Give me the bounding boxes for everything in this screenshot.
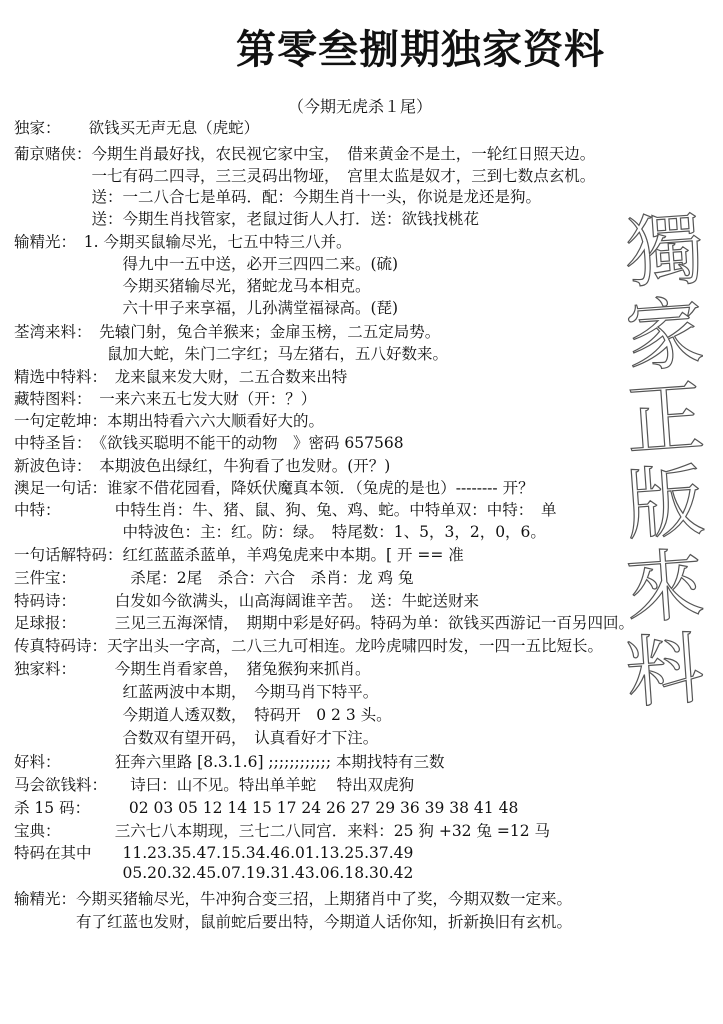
- text-line: 精选中特料： 龙来鼠来发大财，二五合数来出特: [14, 368, 348, 386]
- text-line: 红蓝两波中本期， 今期马肖下特平。: [14, 683, 379, 701]
- text-line: 中特： 中特生肖：牛、猪、鼠、狗、兔、鸡、蛇。中特单双：中特： 单: [14, 501, 557, 519]
- text-line: 送：今期生肖找管家，老鼠过街人人打．送：欲钱找桃花: [14, 210, 480, 228]
- text-line: 中特波色：主：红。防：绿。 特尾数：1、5，3，2，0，6。: [14, 523, 546, 541]
- watermark-char: 版: [622, 456, 708, 552]
- text-line: 得九中一五中送，必开三四四二来。(硫): [14, 255, 399, 273]
- page-subtitle: （今期无虎杀１尾）: [288, 97, 433, 116]
- text-line: 宝典： 三六七八本期现，三七二八同宫．来料：25 狗 +32 兔 =12 马: [14, 822, 551, 840]
- watermark-char: 料: [622, 624, 708, 720]
- watermark-char: 家: [622, 288, 708, 384]
- text-line: 传真特码诗：天字出头一字高，二八三九可相连。龙吟虎啸四时发，一四一五比短长。: [14, 637, 604, 655]
- text-line: 澳足一句话：谁家不借花园看，降妖伏魔真本领．（兔虎的是也）-------- 开？: [14, 479, 534, 497]
- text-line: 输精光：今期买猪输尽光，牛冲狗合变三招，上期猪肖中了奖，今期双数一定来。: [14, 890, 573, 908]
- text-line: 输精光： 1. 今期买鼠输尽光，七五中特三八并。: [14, 233, 352, 251]
- watermark: [615, 204, 715, 720]
- text-line: 特码诗： 白发如今欲满头，山高海阔谁辛苦。 送：牛蛇送财来: [14, 592, 480, 610]
- text-line: 今期道人透双数， 特码开 0 2 3 头。: [14, 706, 392, 724]
- text-line: 新波色诗： 本期波色出绿红，牛狗看了也发财。(开？): [14, 457, 391, 475]
- text-line: 一句话解特码：红红蓝蓝杀蓝单，羊鸡兔虎来中本期。[ 开 == 准: [14, 546, 464, 564]
- watermark-char: 獨: [622, 204, 708, 300]
- text-line: 马会欲钱料： 诗曰：山不见。特出单羊蛇 特出双虎狗: [14, 776, 415, 794]
- text-line: 六十甲子来享福，儿孙满堂福禄高。(琵): [14, 299, 399, 317]
- text-line: 一七有码二四寻，三三灵码出物垭， 宫里太监是奴才，三到七数点玄机。: [14, 167, 596, 185]
- text-line: 独家料： 今期生肖看家兽， 猪兔猴狗来抓肖。: [14, 660, 371, 678]
- watermark-char: 來: [622, 540, 708, 636]
- text-line: 藏特图料： 一来六来五七发大财（开：？）: [14, 390, 317, 408]
- text-line: 05.20.32.45.07.19.31.43.06.18.30.42: [14, 864, 414, 882]
- text-line: 葡京赌侠：今期生肖最好找，农民视它家中宝， 借来黄金不是土，一轮红日照天边。: [14, 145, 596, 163]
- text-line: 杀 15 码： 02 03 05 12 14 15 17 24 26 27 29 36 39 38 41 48: [14, 799, 519, 817]
- page-title: 第零叁捌期独家资料: [236, 26, 605, 73]
- watermark-char: 正: [622, 372, 708, 468]
- text-line: 有了红蓝也发财，鼠前蛇后要出特，今期道人话你知，折新换旧有玄机。: [14, 913, 573, 931]
- text-line: 鼠加大蛇，朱门二字红；马左猪右，五八好数来。: [14, 345, 449, 363]
- text-line: 合数双有望开码， 认真看好才下注。: [14, 729, 379, 747]
- text-line: 中特圣旨： 《欲钱买聪明不能干的动物 》密码 657568: [14, 434, 404, 452]
- text-line: 独家： 欲钱买无声无息（虎蛇）: [14, 119, 260, 137]
- text-line: 送：一二八合七是单码．配：今期生肖十一头，你说是龙还是狗。: [14, 188, 542, 206]
- text-line: 好料： 狂奔六里路 [8.3.1.6] ;;;;;;;;;;;; 本期找特有三数: [14, 753, 445, 771]
- text-line: 足球报： 三见三五海深情， 期期中彩是好码。特码为单：欲钱买西游记一百另四回。: [14, 614, 635, 632]
- text-line: 今期买猪输尽光，猪蛇龙马本相克。: [14, 277, 371, 295]
- text-line: 特码在其中 11.23.35.47.15.34.46.01.13.25.37.49: [14, 844, 414, 862]
- text-line: 一句定乾坤：本期出特看六六大顺看好大的。: [14, 412, 325, 430]
- text-line: 荃湾来料： 先辕门射，兔合羊猴来；金扉玉榜，二五定局势。: [14, 323, 441, 341]
- text-line: 三件宝： 杀尾：2尾 杀合：六合 杀肖：龙 鸡 兔: [14, 569, 414, 587]
